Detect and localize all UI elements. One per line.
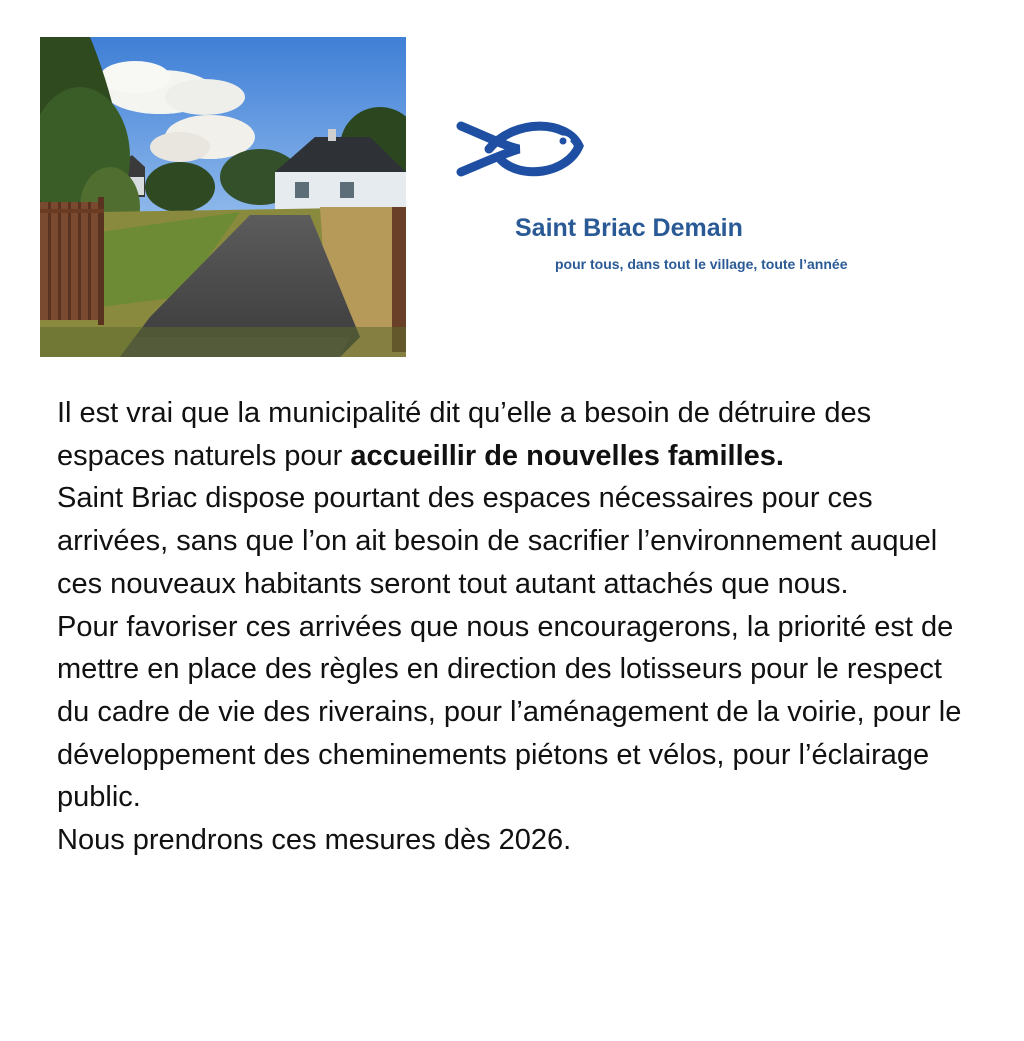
paragraph-intro-emphasis: accueillir de nouvelles familles. (350, 439, 784, 472)
paragraph-priority: Pour favoriser ces arrivées que nous encouragerons, la priorité est de mettre en place des règles en direction des lotisseurs pour le respect du cadre de vie des riverains, pour l’aménagement de la voirie, pour le développement des cheminements piétons et vélos, pour l’éclairage public. (57, 610, 962, 814)
brand-title: Saint Briac Demain (515, 214, 743, 242)
fish-logo-icon (455, 118, 585, 180)
paragraph-intro (57, 392, 977, 477)
brand-tagline: pour tous, dans tout le village, toute l’année (555, 256, 848, 272)
paragraph-measures: Nous prendrons ces mesures dès 2026. (57, 824, 572, 857)
body-text (57, 392, 977, 862)
house-photo (40, 37, 406, 357)
paragraph-spaces: Saint Briac dispose pourtant des espaces nécessaires pour ces arrivées, sans que l’on ait besoin de sacrifier l’environnement auquel ces nouveaux habitants seront tout autant attachés que nous. (57, 482, 938, 600)
paragraph-intro-text: Il est vrai que la municipalité dit qu’elle a besoin de détruire des espaces naturels pour (57, 397, 872, 472)
